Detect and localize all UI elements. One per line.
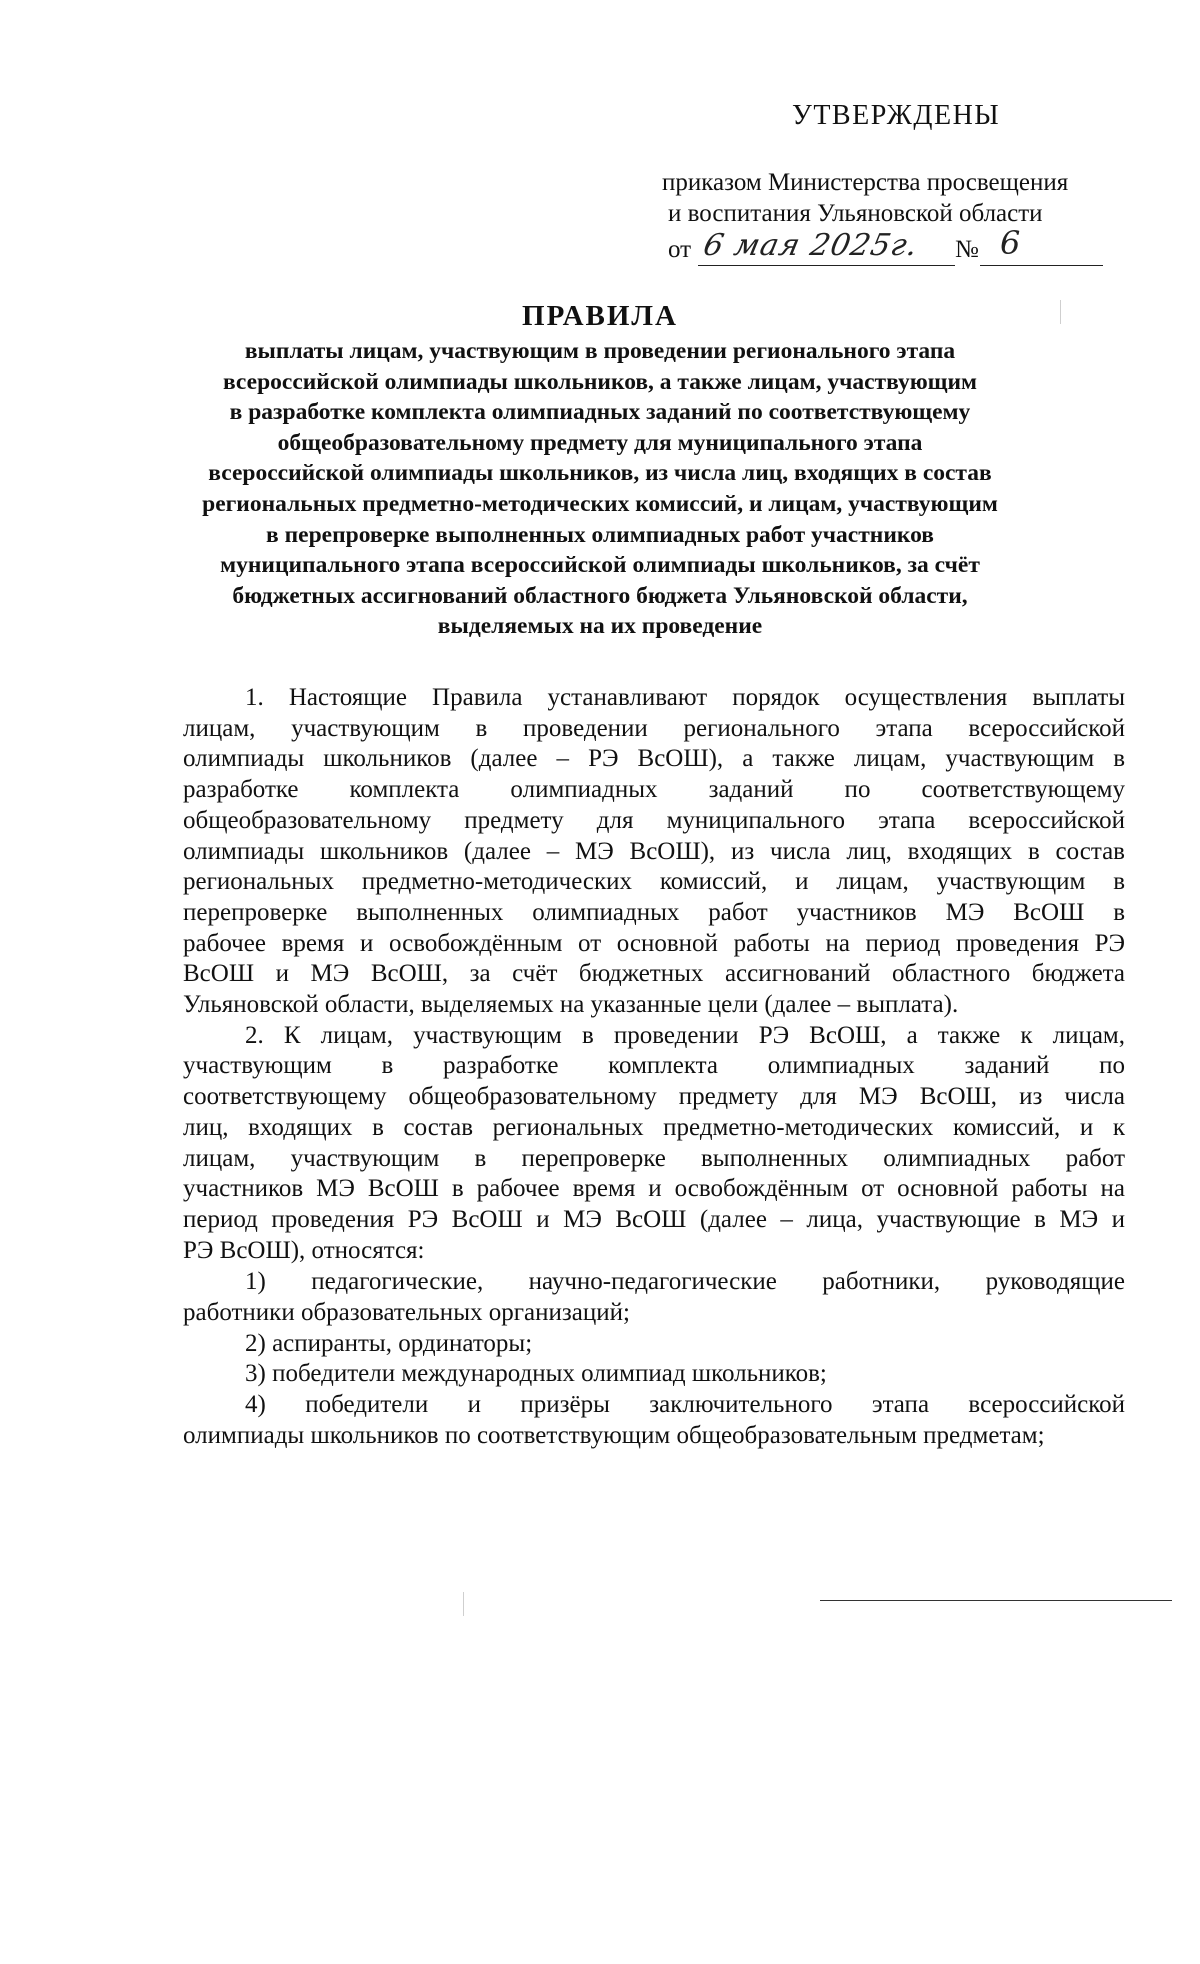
- list-item-4: [183, 1390, 1125, 1451]
- paragraph-line: 1. Настоящие Правила устанавливают порядок осуществления выплаты: [245, 684, 1125, 711]
- paragraph-line: Ульяновской области, выделяемых на указанные цели (далее – выплата).: [183, 991, 959, 1019]
- scan-artifact: [463, 1592, 464, 1616]
- paragraph-line: олимпиады школьников (далее – МЭ ВсОШ), из числа лиц, входящих в состав: [183, 837, 1125, 865]
- list-item-line: 1) педагогические, научно-педагогические работники, руководящие: [245, 1268, 1125, 1296]
- paragraph-line: РЭ ВсОШ), относятся:: [183, 1236, 425, 1264]
- paragraph-line: 2. К лицам, участвующим в проведении РЭ ВсОШ, а также к лицам,: [245, 1021, 1125, 1049]
- paragraph-1: [183, 683, 1125, 1021]
- paragraph-line: лицам, участвующим в проведении регионального этапа всероссийской: [183, 714, 1125, 742]
- order-line-1: приказом Министерства просвещения: [662, 169, 1069, 196]
- subtitle-line: в перепроверке выполненных олимпиадных работ участников: [266, 521, 934, 548]
- date-prefix: от: [668, 236, 692, 263]
- handwritten-number: 6: [1000, 224, 1022, 262]
- paragraph-line: участвующим в разработке комплекта олимпиадных заданий по: [183, 1052, 1125, 1080]
- document-body: [183, 683, 1125, 1452]
- paragraph-line: участников МЭ ВсОШ в рабочее время и освобождённым от основной работы на: [183, 1175, 1125, 1203]
- paragraph-line: ВсОШ и МЭ ВсОШ, за счёт бюджетных ассигнований областного бюджета: [183, 960, 1125, 988]
- bottom-rule: [820, 1600, 1172, 1601]
- list-item-line: олимпиады школьников по соответствующим общеобразовательным предметам;: [183, 1421, 1045, 1449]
- paragraph-line: разработке комплекта олимпиадных заданий по соответствующему: [183, 776, 1125, 804]
- subtitle-line: в разработке комплекта олимпиадных заданий по соответствующему: [229, 399, 971, 426]
- scan-artifact: [1060, 300, 1061, 324]
- list-item-line: работники образовательных организаций;: [183, 1299, 630, 1327]
- number-underline: [980, 265, 1103, 266]
- paragraph-line: перепроверке выполненных олимпиадных работ участников МЭ ВсОШ в: [183, 898, 1125, 926]
- subtitle-line: всероссийской олимпиады школьников, а также лицам, участвующим: [222, 368, 978, 395]
- paragraph-line: лиц, входящих в состав региональных предметно-методических комиссий, и к: [183, 1113, 1125, 1141]
- approved-title: УТВЕРЖДЕНЫ: [792, 100, 1001, 131]
- date-underline: [698, 265, 955, 266]
- paragraph-2: [183, 1021, 1125, 1267]
- paragraph-line: рабочее время и освобождённым от основной работы на период проведения РЭ: [183, 929, 1125, 957]
- paragraph-line: общеобразовательному предмету для муниципального этапа всероссийской: [183, 806, 1125, 834]
- order-date-row: [668, 224, 1108, 270]
- handwritten-date: 6 мая 2025г.: [700, 228, 922, 263]
- list-item-1: [183, 1267, 1125, 1328]
- document-subtitle: [150, 336, 1050, 642]
- paragraph-line: соответствующему общеобразовательному предмету для МЭ ВсОШ, из числа: [183, 1083, 1125, 1111]
- subtitle-line: выплаты лицам, участвующим в проведении регионального этапа: [244, 338, 956, 364]
- document-title: ПРАВИЛА: [522, 300, 678, 332]
- subtitle-line: бюджетных ассигнований областного бюджета Ульяновской области,: [232, 582, 968, 609]
- subtitle-line: муниципального этапа всероссийской олимпиады школьников, за счёт: [220, 552, 980, 579]
- paragraph-line: олимпиады школьников (далее – РЭ ВсОШ), а также лицам, участвующим в: [183, 745, 1125, 773]
- subtitle-line: региональных предметно-методических комиссий, и лицам, участвующим: [202, 490, 998, 517]
- list-item-line: 4) победители и призёры заключительного этапа всероссийской: [245, 1391, 1125, 1419]
- paragraph-line: период проведения РЭ ВсОШ и МЭ ВсОШ (далее – лица, участвующие в МЭ и: [183, 1205, 1125, 1233]
- subtitle-line: выделяемых на их проведение: [437, 613, 763, 640]
- order-line-2: и воспитания Ульяновской области: [668, 200, 1043, 227]
- paragraph-line: лицам, участвующим в перепроверке выполненных олимпиадных работ: [183, 1144, 1125, 1172]
- list-item-2: 2) аспиранты, ординаторы;: [245, 1329, 533, 1357]
- subtitle-line: общеобразовательному предмету для муниципального этапа: [277, 429, 923, 456]
- paragraph-line: региональных предметно-методических комиссий, и лицам, участвующим в: [183, 868, 1125, 896]
- subtitle-line: всероссийской олимпиады школьников, из числа лиц, входящих в состав: [208, 460, 992, 487]
- list-items: [183, 1267, 1125, 1451]
- number-sign: №: [955, 236, 979, 263]
- list-item-3: 3) победители международных олимпиад школьников;: [245, 1360, 827, 1388]
